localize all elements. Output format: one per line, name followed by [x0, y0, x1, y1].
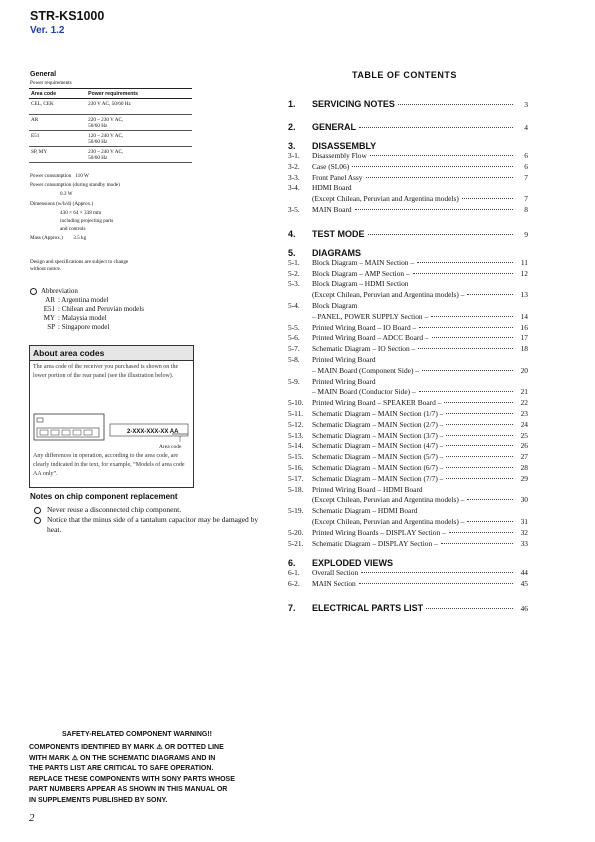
toc-page-number: 20: [520, 365, 528, 375]
dot-leader: [422, 370, 513, 371]
table-row: [29, 131, 192, 147]
dot-leader: [449, 532, 513, 533]
toc-item-number: 5-10.: [288, 398, 304, 408]
general-heading: General: [30, 71, 57, 78]
toc-section-title: TEST MODE: [312, 228, 365, 239]
toc-item-number: 6-2.: [288, 579, 300, 589]
dot-leader: [446, 445, 513, 446]
toc-item-text: Schematic Diagram – MAIN Section (3/7) –: [312, 430, 444, 440]
dimensions-note-1: including projecting parts: [60, 218, 114, 224]
toc-item-number: 5-15.: [288, 452, 304, 462]
toc-item-number: 5-2.: [288, 268, 300, 278]
dimensions-label: Dimensions (w/h/d) (Approx.): [30, 201, 94, 207]
toc-item-number: 5-5.: [288, 322, 300, 332]
dot-leader: [446, 413, 513, 414]
toc-page-number: 23: [520, 408, 528, 418]
toc-item-text: Printed Wiring Board – SPEAKER Board –: [312, 398, 442, 408]
toc-item-number: 6-1.: [288, 568, 300, 578]
toc-item: [288, 279, 528, 290]
abbr-desc: : Chilean and Peruvian models: [58, 305, 144, 313]
power-consumption-spec: Power consumption 110 W: [30, 173, 89, 179]
toc-item-text: Block Diagram: [312, 300, 358, 310]
specs-disclaimer: Design and specifications are subject to change without notice.: [30, 259, 129, 272]
toc-item: [288, 528, 528, 539]
toc-page-number: 4: [524, 123, 528, 132]
toc-item: [288, 194, 528, 205]
toc-section: [288, 122, 528, 132]
list-item: [30, 314, 144, 323]
dot-leader: [467, 521, 513, 522]
area-code-cell: E51: [29, 131, 86, 147]
toc-section: [288, 141, 528, 151]
toc-item: [288, 151, 528, 162]
toc-page-number: 7: [524, 172, 528, 182]
power-requirement-cell: 230 – 240 V AC, 50/60 Hz: [86, 147, 192, 163]
toc-item: [288, 162, 528, 173]
toc-page-number: 33: [520, 538, 528, 548]
abbr-code: SP: [47, 323, 55, 331]
table-header-area-code: Area code: [29, 89, 86, 99]
toc-item-number: 3-2.: [288, 161, 300, 171]
toc-page-number: 12: [520, 268, 528, 278]
dot-leader: [432, 337, 513, 338]
toc-item: [288, 387, 528, 398]
toc-section: [288, 603, 528, 613]
toc-item-text: Printed Wiring Board – ADCC Board –: [312, 333, 429, 343]
toc-item: [288, 409, 528, 420]
toc-item-number: 5-3.: [288, 279, 300, 289]
toc-item-text: Schematic Diagram – MAIN Section (7/7) –: [312, 473, 444, 483]
area-codes-box: [29, 345, 194, 488]
toc-item-text: – PANEL, POWER SUPPLY Section –: [312, 311, 429, 321]
list-item: [34, 515, 274, 535]
toc-item-number: 5-19.: [288, 506, 304, 516]
table-row: [29, 147, 192, 163]
toc-page-number: 32: [520, 527, 528, 537]
toc-page-number: 31: [520, 516, 528, 526]
dot-leader: [361, 572, 513, 573]
toc-item: [288, 323, 528, 334]
toc-item-text: Block Diagram – HDMI Section: [312, 279, 409, 289]
toc-item-text: Block Diagram – AMP Section –: [312, 268, 410, 278]
toc-item: [288, 205, 528, 216]
toc-item-text: Schematic Diagram – DISPLAY Section –: [312, 538, 438, 548]
toc-section-title: DIAGRAMS: [312, 247, 361, 258]
toc-section: [288, 248, 528, 258]
toc-item: [288, 366, 528, 377]
toc-item: [288, 258, 528, 269]
dimensions-note-2: and controls: [60, 226, 86, 232]
serial-example: 2-XXX-XXX-XX AA: [127, 429, 179, 435]
toc-item-number: 5-9.: [288, 376, 300, 386]
mass-spec: Mass (Approx.) 3.5 kg: [30, 235, 87, 241]
chip-notes-list: [34, 505, 274, 535]
dot-leader: [417, 262, 513, 263]
toc-item-number: 5-16.: [288, 462, 304, 472]
toc-item-number: 5-20.: [288, 527, 304, 537]
rear-panel-illustration: [32, 406, 192, 450]
toc-section-title: GENERAL: [312, 122, 357, 132]
toc-item-number: 5-13.: [288, 430, 304, 440]
toc-section-number: 3.: [288, 141, 296, 151]
abbreviation-list: [30, 287, 144, 332]
dot-leader: [446, 478, 513, 479]
toc-item-text: Printed Wiring Board: [312, 354, 376, 364]
bullet-icon: [30, 288, 37, 295]
toc-item: [288, 420, 528, 431]
toc-section-title: SERVICING NOTES: [312, 99, 395, 109]
toc-page-number: 6: [524, 161, 528, 171]
toc-item-text: Block Diagram – MAIN Section –: [312, 257, 415, 267]
area-code-cell: CEL, CEK: [29, 99, 86, 115]
dot-leader: [467, 294, 513, 295]
toc-section-title: ELECTRICAL PARTS LIST: [312, 602, 424, 613]
toc-section-number: 2.: [288, 122, 296, 132]
safety-heading: SAFETY-RELATED COMPONENT WARNING!!: [62, 731, 212, 738]
toc-section-number: 1.: [288, 99, 296, 109]
dimensions-value: 430 × 64 × 338 mm: [60, 210, 102, 216]
list-item: [34, 505, 274, 515]
toc-item-text: Schematic Diagram – MAIN Section (6/7) –: [312, 462, 444, 472]
toc-page-number: 6: [524, 151, 528, 160]
list-item: [30, 296, 144, 305]
toc-item-text: Printed Wiring Board: [312, 376, 376, 386]
toc-item-number: 3-5.: [288, 204, 300, 214]
abbr-desc: : Singapore model: [58, 323, 110, 331]
toc-item: [288, 377, 528, 388]
toc-page-number: 16: [520, 322, 528, 332]
toc-item-text: Printed Wiring Board – HDMI Board: [312, 484, 423, 494]
toc-item: [288, 474, 528, 485]
toc-page-number: 28: [520, 462, 528, 472]
toc-item: [288, 517, 528, 528]
dot-leader: [441, 543, 513, 544]
toc-page-number: 26: [520, 441, 528, 451]
safety-warning-text: COMPONENTS IDENTIFIED BY MARK ⚠ OR DOTTED LINE WITH MARK ⚠ ON THE SCHEMATIC DIAGRAMS AND IN THE PARTS LIST ARE CRITICAL TO SAFE OPERATION. REPLACE THESE COMPONENTS WITH SONY PARTS WHOSE PART NUMBERS APPEAR AS SHOWN IN THIS MANUAL OR IN SUPPLEMENTS PUBLISHED BY SONY.: [29, 744, 235, 804]
power-requirement-cell: 120 – 240 V AC, 50/60 Hz: [86, 131, 192, 147]
dot-leader: [446, 424, 513, 425]
area-codes-title: About area codes: [30, 346, 193, 361]
chip-note-text: Never reuse a disconnected chip component.: [47, 505, 182, 514]
dot-leader: [370, 155, 513, 156]
page-number: 2: [29, 812, 35, 824]
toc-page-number: 11: [520, 257, 528, 267]
toc-item: [288, 431, 528, 442]
toc-item-text: Disassembly Flow: [312, 151, 367, 160]
toc-item-text: (Except Chilean, Peruvian and Argentina models): [312, 194, 459, 204]
toc-item-number: 5-18.: [288, 484, 304, 494]
chip-note-text: Notice that the minus side of a tantalum capacitor may be damaged by heat.: [47, 515, 259, 534]
toc-item: [288, 312, 528, 323]
toc-item-number: 5-6.: [288, 333, 300, 343]
list-item: [30, 305, 144, 314]
toc-item-text: (Except Chilean, Peruvian and Argentina models) –: [312, 290, 465, 300]
dot-leader: [467, 499, 513, 500]
power-requirement-cell: 230 V AC, 50/60 Hz: [86, 99, 192, 115]
toc-item: [288, 506, 528, 517]
toc-section: [288, 558, 528, 568]
toc-item: [288, 568, 528, 579]
dot-leader: [418, 348, 513, 349]
toc-item: [288, 441, 528, 452]
toc-item-number: 5-12.: [288, 419, 304, 429]
toc-section-number: 5.: [288, 247, 296, 258]
abbreviation-title: Abbreviation: [41, 287, 78, 295]
chip-notes-heading: Notes on chip component replacement: [30, 492, 178, 501]
toc-item-number: 3-3.: [288, 172, 300, 182]
toc-item: [288, 579, 528, 590]
standby-label: Power consumption (during standby mode): [30, 182, 120, 188]
dot-leader: [366, 177, 513, 178]
toc-item-text: Schematic Diagram – HDMI Board: [312, 506, 418, 516]
area-code-cell: SP, MY: [29, 147, 86, 163]
toc-page-number: 27: [520, 452, 528, 462]
toc-item: [288, 355, 528, 366]
toc-item: [288, 463, 528, 474]
toc-item: [288, 183, 528, 194]
toc-page-number: 30: [520, 495, 528, 505]
toc-item: [288, 398, 528, 409]
table-row: [29, 99, 192, 115]
dot-leader: [446, 467, 513, 468]
toc-page-number: 7: [524, 194, 528, 204]
toc-page-number: 9: [524, 229, 528, 239]
dot-leader: [419, 327, 513, 328]
toc-page-number: 44: [520, 568, 528, 578]
toc-item-number: 3-4.: [288, 183, 300, 193]
power-requirements-table: [29, 88, 192, 163]
toc-page-number: 45: [520, 579, 528, 589]
dot-leader: [359, 583, 513, 584]
toc-page-number: 8: [524, 204, 528, 214]
power-requirements-label: Power requirements: [30, 80, 72, 86]
dot-leader: [398, 104, 513, 105]
toc-page-number: 21: [520, 387, 528, 397]
bullet-icon: [34, 517, 41, 524]
toc-item: [288, 485, 528, 496]
dot-leader: [446, 435, 513, 436]
toc-section-number: 7.: [288, 602, 296, 613]
toc-page-number: 29: [520, 473, 528, 483]
toc-item: [288, 452, 528, 463]
toc-section-number: 4.: [288, 228, 296, 239]
area-codes-description: The area code of the receiver you purchased is shown on the lower portion of the rear panel (see the illustration below).: [33, 364, 179, 379]
toc-page-number: 13: [520, 290, 528, 300]
toc-section-title: DISASSEMBLY: [312, 141, 377, 151]
toc-item-number: 5-11.: [288, 408, 304, 418]
toc-page-number: 18: [520, 344, 528, 354]
abbr-desc: : Malaysia model: [58, 314, 107, 322]
abbr-code: AR: [45, 296, 55, 304]
toc-item-number: 5-4.: [288, 300, 300, 310]
toc-item: [288, 344, 528, 355]
dot-leader: [419, 391, 513, 392]
dot-leader: [413, 273, 513, 274]
toc-item-text: Schematic Diagram – IO Section –: [312, 344, 416, 354]
dot-leader: [368, 234, 513, 235]
toc-item-text: – MAIN Board (Component Side) –: [312, 365, 419, 375]
toc-item-number: 5-7.: [288, 344, 300, 354]
version-label: Ver. 1.2: [30, 25, 65, 36]
toc-item: [288, 495, 528, 506]
area-codes-note: Any differences in operation, according to the area code, are clearly indicated in the text, for example, “Models of area code AA only”.: [33, 453, 185, 477]
toc-item-text: Case (SL06): [312, 161, 350, 171]
toc-item: [288, 539, 528, 550]
toc-title: TABLE OF CONTENTS: [352, 70, 457, 80]
toc-section: [288, 99, 528, 109]
toc-page-number: 25: [520, 430, 528, 440]
standby-value: 0.3 W: [60, 191, 73, 197]
dot-leader: [355, 209, 513, 210]
toc-item-number: 5-17.: [288, 473, 304, 483]
toc-item-text: – MAIN Board (Conductor Side) –: [312, 387, 416, 397]
toc-item-text: (Except Chilean, Peruvian and Argentina models) –: [312, 495, 465, 505]
dot-leader: [446, 456, 513, 457]
toc-item-number: 5-21.: [288, 538, 304, 548]
toc-item: [288, 333, 528, 344]
toc-item-text: Front Panel Assy: [312, 172, 363, 182]
toc-section: [288, 229, 528, 239]
toc-item-text: Printed Wiring Board – IO Board –: [312, 322, 417, 332]
model-name: STR-KS1000: [30, 9, 105, 23]
toc-item: [288, 301, 528, 312]
toc-item-number: 5-8.: [288, 354, 300, 364]
area-code-cell: AR: [29, 115, 86, 131]
abbr-desc: : Argentina model: [58, 296, 109, 304]
table-header-power-requirements: Power requirements: [86, 89, 192, 99]
toc-item-text: (Except Chilean, Peruvian and Argentina models) –: [312, 516, 465, 526]
dot-leader: [431, 316, 513, 317]
toc-page-number: 46: [520, 603, 528, 613]
toc-section-number: 6.: [288, 558, 296, 569]
toc-item-text: Schematic Diagram – MAIN Section (1/7) –: [312, 408, 444, 418]
toc-item-number: 3-1.: [288, 151, 300, 160]
toc-item-text: Schematic Diagram – MAIN Section (5/7) –: [312, 452, 444, 462]
toc-item: [288, 290, 528, 301]
toc-page-number: 22: [520, 398, 528, 408]
dot-leader: [444, 402, 513, 403]
area-code-caption: Area code: [159, 444, 182, 450]
toc-item-number: 5-1.: [288, 257, 300, 267]
toc-item-text: MAIN Board: [312, 204, 352, 214]
toc-item-text: Overall Section: [312, 568, 359, 578]
toc-item-text: MAIN Section: [312, 579, 356, 589]
abbr-code: E51: [43, 305, 55, 313]
toc-item-number: 5-14.: [288, 441, 304, 451]
dot-leader: [359, 127, 513, 128]
bullet-icon: [34, 507, 41, 514]
toc-page-number: 17: [520, 333, 528, 343]
table-of-contents: [288, 86, 528, 613]
toc-item-text: Schematic Diagram – MAIN Section (4/7) –: [312, 441, 444, 451]
power-requirement-cell: 220 – 230 V AC, 50/60 Hz: [86, 115, 192, 131]
toc-item-text: Printed Wiring Boards – DISPLAY Section –: [312, 527, 446, 537]
toc-item: [288, 173, 528, 184]
toc-page-number: 14: [520, 311, 528, 321]
toc-section-title: EXPLODED VIEWS: [312, 558, 394, 569]
toc-item-text: Schematic Diagram – MAIN Section (2/7) –: [312, 419, 444, 429]
list-item: [30, 323, 144, 332]
toc-item: [288, 269, 528, 280]
dot-leader: [352, 166, 513, 167]
toc-item-text: HDMI Board: [312, 183, 352, 193]
dot-leader: [462, 198, 513, 199]
table-row: [29, 115, 192, 131]
toc-page-number: 24: [520, 419, 528, 429]
toc-page-number: 3: [524, 100, 528, 109]
abbr-code: MY: [43, 314, 55, 322]
dot-leader: [426, 608, 513, 609]
